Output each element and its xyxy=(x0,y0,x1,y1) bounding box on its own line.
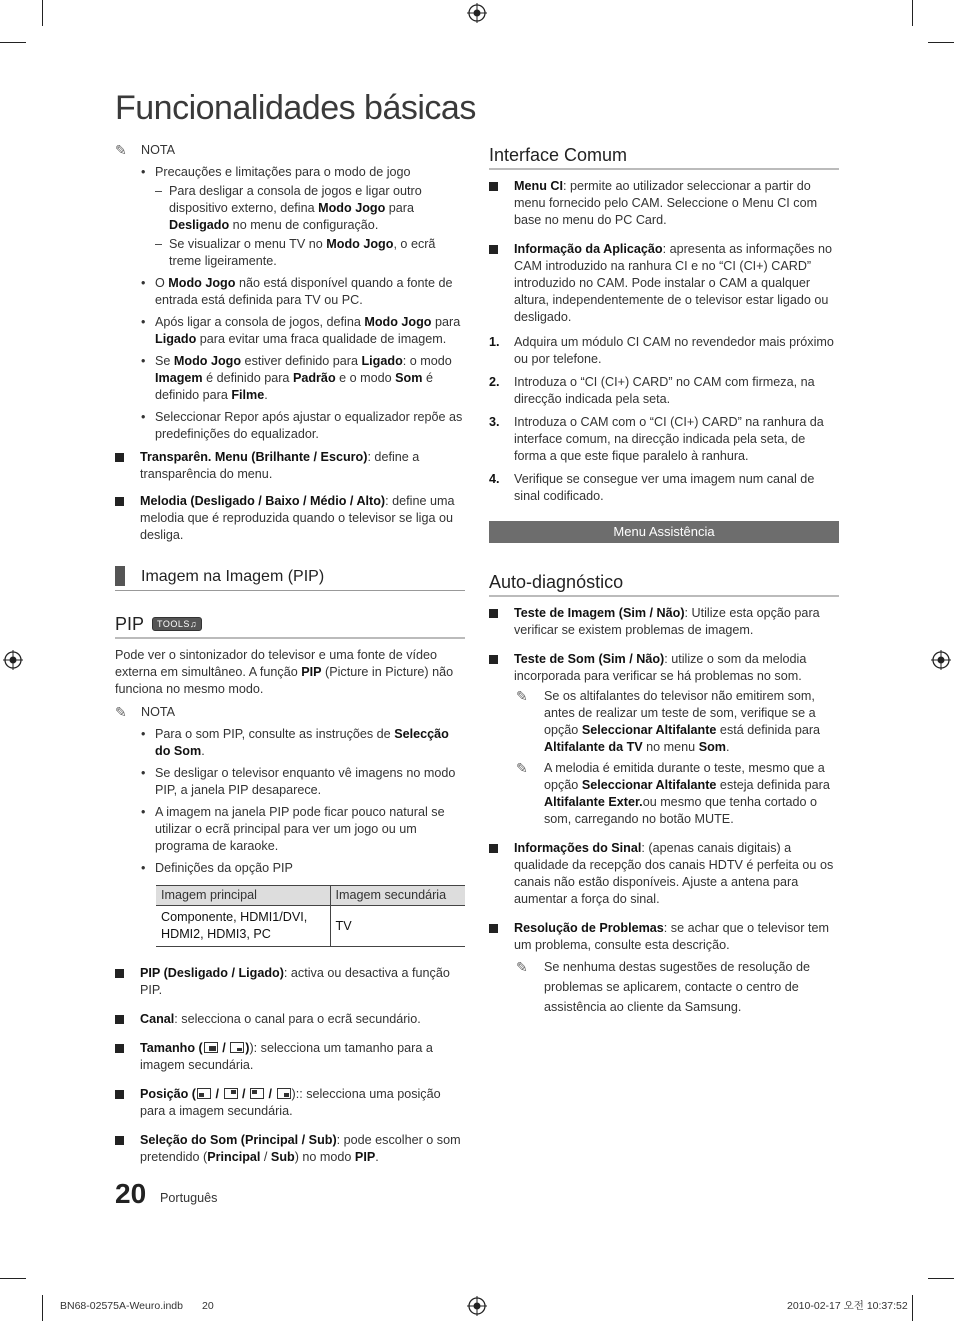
square-bullet-icon xyxy=(489,245,498,254)
print-timestamp: 2010-02-17 오전 10:37:52 xyxy=(787,1300,908,1312)
pip-size-large-icon xyxy=(204,1042,218,1053)
pip-intro: Pode ver o sintonizador do televisor e uma fonte de vídeo externa em simultâneo. A função PIP (Picture in Picture) não funciona no mesmo modo. xyxy=(115,648,454,696)
note: ✎ Se os altifalantes do televisor não emitirem som, antes de realizar um teste de som, verifique se a opção Seleccionar Altifalante está definida para Altifalante da TV no menu Som. xyxy=(516,688,821,754)
section-heading-common-interface: Interface Comum xyxy=(489,144,839,170)
menu-option-size: Tamanho ( / )): selecciona um tamanho para a imagem secundária. xyxy=(115,1040,465,1074)
menu-option-sound-select: Seleção do Som (Principal / Sub): pode escolher o som pretendido (Principal / Sub) no modo PIP. xyxy=(115,1132,465,1166)
pip-bottom-left-icon xyxy=(197,1088,211,1099)
list-item: 1. Adquira um módulo CI CAM no revendedor mais próximo ou por telefone. xyxy=(489,335,834,366)
crop-mark xyxy=(912,0,913,26)
menu-option-sound-test: Teste de Som (Sim / Não): utilize o som da melodia incorporada para verificar se há problemas no som. ✎ Se os altifalantes do televisor não emitirem som, antes de realizar um teste de som, verifique se a opção Seleccionar Altifalante está definida para Altifalante da TV no menu Som. ✎ A melodia é emitida durante o teste, mesmo que a opção Seleccionar Altifalante esteja definida para Altifalante Exter.ou mesmo que tenha cortado o som, carregando no botão MUTE. xyxy=(489,651,839,828)
registration-mark-icon xyxy=(467,1296,487,1316)
pencil-icon: ✎ xyxy=(516,959,528,975)
footer-language: Português xyxy=(160,1191,218,1205)
pencil-icon: ✎ xyxy=(516,760,528,776)
pencil-icon: ✎ xyxy=(516,688,528,704)
menu-option-troubleshooting: Resolução de Problemas: se achar que o televisor tem um problema, consulte esta descrição. ✎ Se nenhuma destas sugestões de resolução de problemas se aplicarem, contacte o centro de assistência ao cliente da Samsung. xyxy=(489,920,839,1017)
menu-option-signal-info: Informações do Sinal: (apenas canais digitais) a qualidade da recepção dos canais HDTV é perfeita ou os canais não estão disponíveis. Ajuste a antena para aumentar a força do sinal. xyxy=(489,840,839,908)
menu-option-ci-menu: Menu CI: permite ao utilizador seleccionar a partir do menu fornecido pelo CAM. Seleccione o Menu CI com base no menu do PC Card. xyxy=(489,178,839,229)
note-list xyxy=(141,164,465,443)
list-item: • Se desligar o televisor enquanto vê imagens no modo PIP, a janela PIP desaparece. xyxy=(141,765,465,799)
note: ✎ Se nenhuma destas sugestões de resolução de problemas se aplicarem, contacte o centro de assistência ao cliente da Samsung. xyxy=(516,959,811,1014)
square-bullet-icon xyxy=(115,1044,124,1053)
registration-mark-icon xyxy=(3,650,23,670)
table-cell: TV xyxy=(330,906,465,947)
table-header: Imagem principal xyxy=(156,886,330,906)
note-heading: ✎ NOTA xyxy=(115,142,176,158)
page-title: Funcionalidades básicas xyxy=(115,89,476,127)
square-bullet-icon xyxy=(489,844,498,853)
list-item: • O Modo Jogo não está disponível quando a fonte de entrada está definida para TV ou PC. xyxy=(141,275,465,309)
list-item: – Para desligar a consola de jogos e ligar outro dispositivo externo, defina Modo Jogo para Desligado no menu de configuração. xyxy=(155,183,465,234)
list-item: • A imagem na janela PIP pode ficar pouco natural se utilizar o ecrã principal para ver um jogo ou um programa de karaoke. xyxy=(141,804,465,855)
print-filename: BN68-02575A-Weuro.indb xyxy=(60,1300,183,1312)
crop-mark xyxy=(42,1295,43,1321)
list-item: • Se Modo Jogo estiver definido para Ligado: o modo Imagem é definido para Padrão e o modo Som é definido para Filme. xyxy=(141,353,465,404)
list-item: • Seleccionar Repor após ajustar o equalizador repõe as predefinições do equalizador. xyxy=(141,409,465,443)
square-bullet-icon xyxy=(115,453,124,462)
list-item: • Precauções e limitações para o modo de jogo – Para desligar a consola de jogos e ligar outro dispositivo externo, defina Modo Jogo para Desligado no menu de configuração. – Se visualizar o menu TV no Modo Jogo, o ecrã treme ligeiramente. xyxy=(141,164,465,270)
table-cell: Componente, HDMI1/DVI, HDMI2, HDMI3, PC xyxy=(156,906,330,947)
pencil-icon: ✎ xyxy=(115,142,127,158)
list-item: 3. Introduza o CAM com o “CI (CI+) CARD” na ranhura da interface comum, na direcção indicada pela seta, de forma a que este fique paralelo à ranhura. xyxy=(489,415,824,463)
section-heading-self-diagnosis: Auto-diagnóstico xyxy=(489,571,839,597)
table-header: Imagem secundária xyxy=(330,886,465,906)
square-bullet-icon xyxy=(489,655,498,664)
square-bullet-icon xyxy=(115,1136,124,1145)
menu-option-pip: PIP (Desligado / Ligado): activa ou desactiva a função PIP. xyxy=(115,965,465,999)
crop-mark xyxy=(0,1278,26,1279)
menu-option-melody: Melodia (Desligado / Baixo / Médio / Alto): define uma melodia que é reproduzida quando o televisor se liga ou desliga. xyxy=(115,493,465,544)
square-bullet-icon xyxy=(489,609,498,618)
ci-steps xyxy=(489,334,839,505)
table-row xyxy=(156,906,465,947)
menu-option-app-info: Informação da Aplicação: apresenta as informações no CAM introduzido na ranhura CI e no “CI (CI+) CARD” introduzido no CAM. Pode instalar o CAM a qualquer altura, independentemente de o televisor estar ligado ou desligado. xyxy=(489,241,839,326)
crop-mark xyxy=(928,42,954,43)
menu-option-picture-test: Teste de Imagem (Sim / Não): Utilize esta opção para verificar se existem problemas de imagem. xyxy=(489,605,839,639)
note-heading: ✎ NOTA xyxy=(115,704,176,720)
pip-bottom-right-icon xyxy=(277,1088,291,1099)
section-bar-icon xyxy=(115,566,125,586)
square-bullet-icon xyxy=(115,497,124,506)
section-band-support-menu: Menu Assistência xyxy=(489,521,839,543)
menu-option-transparency: Transparên. Menu (Brilhante / Escuro): define a transparência do menu. xyxy=(115,449,465,483)
section-heading-pip: Imagem na Imagem (PIP) xyxy=(115,566,465,591)
square-bullet-icon xyxy=(115,1015,124,1024)
list-item: • Definições da opção PIP xyxy=(141,860,465,877)
pip-top-left-icon xyxy=(250,1088,264,1099)
crop-mark xyxy=(42,0,43,26)
pip-size-small-icon xyxy=(230,1042,244,1053)
square-bullet-icon xyxy=(489,924,498,933)
menu-option-channel: Canal: selecciona o canal para o ecrã secundário. xyxy=(115,1011,465,1028)
note: ✎ A melodia é emitida durante o teste, mesmo que a opção Seleccionar Altifalante esteja definida para Altifalante Exter.ou mesmo que tenha cortado o som, carregando no botão MUTE. xyxy=(516,760,830,826)
crop-mark xyxy=(928,1278,954,1279)
crop-mark xyxy=(912,1295,913,1321)
square-bullet-icon xyxy=(115,969,124,978)
crop-mark xyxy=(0,42,26,43)
list-item: • Para o som PIP, consulte as instruções de Selecção do Som. xyxy=(141,726,465,760)
pip-options-table xyxy=(156,885,465,947)
pencil-icon: ✎ xyxy=(115,704,127,720)
list-item: 4. Verifique se consegue ver uma imagem num canal de sinal codificado. xyxy=(489,472,815,503)
pip-heading: PIP TOOLS♫ xyxy=(115,613,465,639)
tools-icon: TOOLS♫ xyxy=(152,617,202,631)
square-bullet-icon xyxy=(115,1090,124,1099)
right-column xyxy=(489,144,839,1023)
square-bullet-icon xyxy=(489,182,498,191)
list-item: • Após ligar a consola de jogos, defina Modo Jogo para Ligado para evitar uma fraca qualidade de imagem. xyxy=(141,314,465,348)
left-column xyxy=(115,140,465,1172)
list-item: 2. Introduza o “CI (CI+) CARD” no CAM com firmeza, na direcção indicada pela seta. xyxy=(489,375,815,406)
note-list xyxy=(141,726,465,877)
registration-mark-icon xyxy=(931,650,951,670)
menu-option-position: Posição ( / / / ):: selecciona uma posição para a imagem secundária. xyxy=(115,1086,465,1120)
list-item: – Se visualizar o menu TV no Modo Jogo, o ecrã treme ligeiramente. xyxy=(155,236,465,270)
registration-mark-icon xyxy=(467,3,487,23)
pip-top-right-icon xyxy=(224,1088,238,1099)
page-number: 20 xyxy=(115,1178,147,1209)
print-page-number: 20 xyxy=(202,1300,214,1312)
